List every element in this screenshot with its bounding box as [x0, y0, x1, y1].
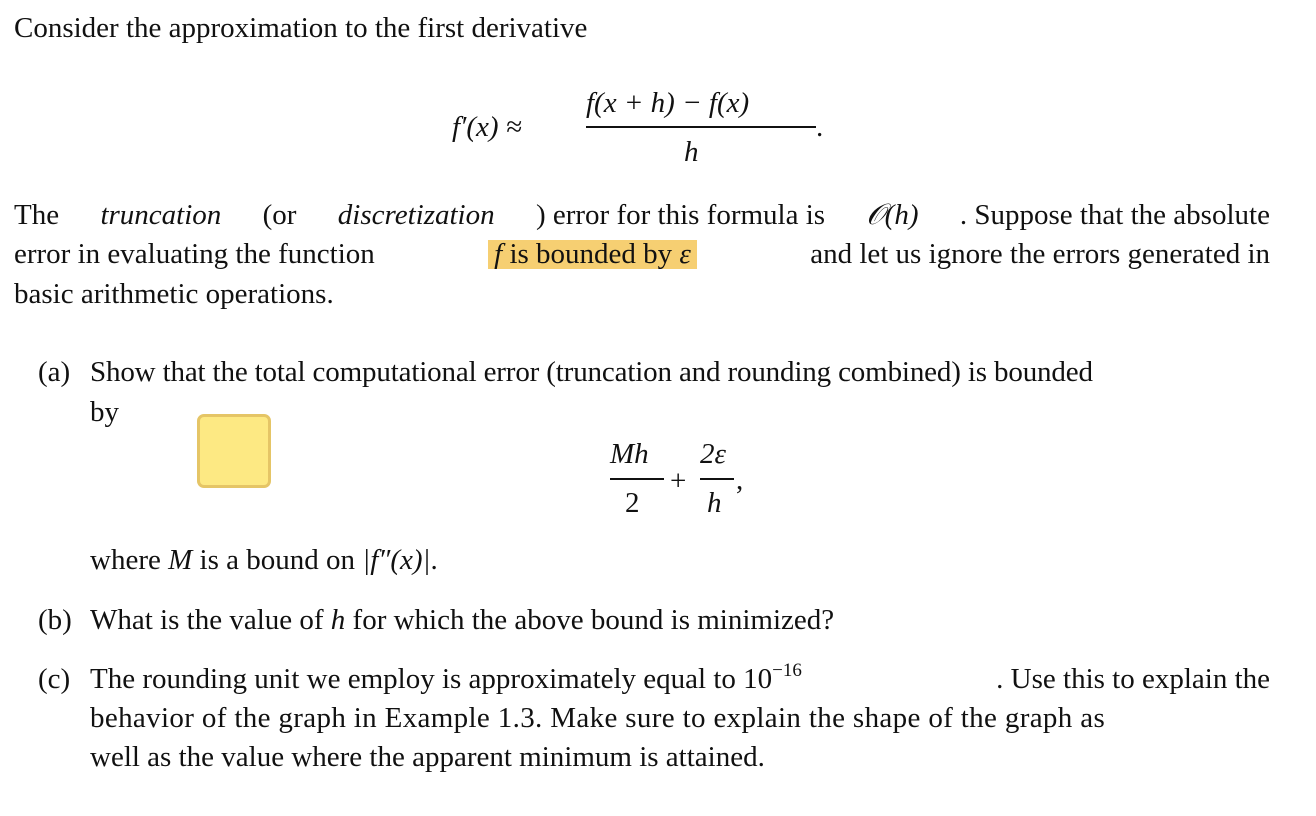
highlight-text: is bounded by	[502, 238, 680, 270]
text-segment: The	[14, 199, 60, 231]
fraction1-denominator: 2	[625, 487, 640, 519]
part-a-line-1: Show that the total computational error (truncation and rounding combined) is bounded	[90, 356, 1093, 388]
part-c-line-3: well as the value where the apparent minimum is attained.	[90, 741, 765, 773]
second-derivative-expression: |f″(x)|	[362, 544, 431, 576]
derivative-approximation-equation	[452, 84, 852, 174]
fraction1-bar	[610, 478, 664, 480]
plus-sign: +	[670, 465, 687, 497]
text-segment: is a bound on	[192, 544, 363, 576]
text-segment: . Suppose that the absolute	[959, 199, 1270, 231]
equation-lhs: f′(x) ≈	[452, 111, 522, 143]
part-a-where-line	[90, 546, 438, 575]
fraction2-denominator: h	[707, 487, 722, 519]
part-c-line-1	[90, 660, 1270, 695]
part-b-label: (b)	[38, 604, 72, 636]
equation-period: .	[816, 111, 824, 143]
text-segment: ) error for this formula is	[535, 199, 826, 231]
fraction-bar	[586, 126, 816, 128]
term-truncation: truncation	[100, 199, 222, 231]
fraction2-numerator: 2ε	[700, 438, 726, 470]
text-segment: .	[430, 544, 438, 576]
exponent: −16	[772, 660, 802, 681]
text-segment: The rounding unit we employ is approximately equal to 10	[90, 663, 773, 695]
equation-denominator: h	[684, 136, 699, 168]
part-a-line-2: by	[90, 396, 119, 428]
error-bound-equation	[600, 436, 820, 526]
fraction1-numerator: Mh	[610, 438, 649, 470]
paragraph-line-3: basic arithmetic operations.	[14, 278, 334, 310]
fraction2-bar	[700, 478, 734, 480]
text-segment: for which the above bound is minimized?	[345, 604, 835, 636]
part-c-line-2: behavior of the graph in Example 1.3. Make sure to explain the shape of the graph as	[90, 702, 1106, 734]
variable-M: M	[168, 544, 193, 576]
variable-h: h	[330, 604, 346, 636]
text-segment: . Use this to explain the	[996, 663, 1270, 695]
paragraph-line-2	[14, 240, 1270, 269]
big-o-expression: 𝒪(h)	[866, 199, 919, 231]
part-b-text	[90, 606, 834, 635]
text-segment	[90, 660, 802, 695]
part-c-label: (c)	[38, 663, 71, 695]
term-discretization: discretization	[337, 199, 495, 231]
equation-comma: ,	[736, 464, 744, 496]
paragraph-line-1	[14, 201, 1270, 230]
text-segment: where	[90, 544, 169, 576]
sticky-note-annotation[interactable]	[197, 414, 271, 488]
intro-text: Consider the approximation to the first derivative	[14, 12, 588, 44]
equation-numerator: f(x + h) − f(x)	[586, 87, 750, 119]
text-segment: and let us ignore the errors generated in	[810, 238, 1270, 270]
text-segment: (or	[262, 199, 297, 231]
part-a-label: (a)	[38, 356, 71, 388]
epsilon-symbol: ε	[679, 238, 691, 270]
text-segment: error in evaluating the function	[14, 238, 375, 270]
highlighted-phrase	[488, 240, 697, 269]
text-segment: What is the value of	[90, 604, 331, 636]
function-f: f	[494, 238, 503, 270]
